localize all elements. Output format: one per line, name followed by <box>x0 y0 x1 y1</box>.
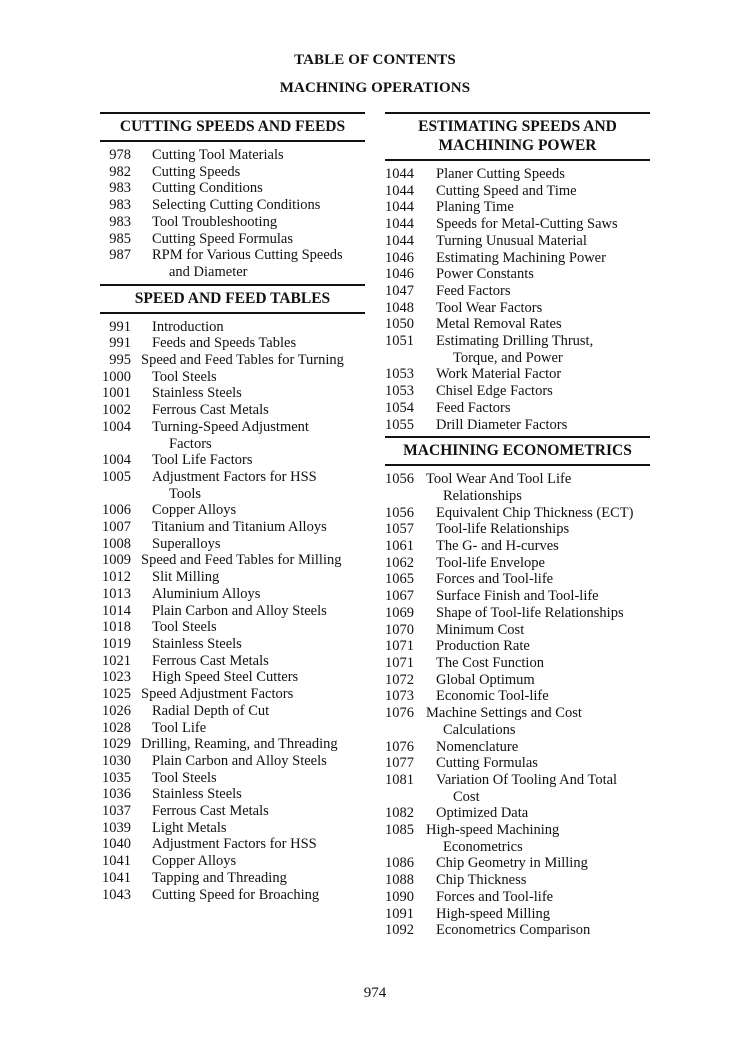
toc-entry-title: Stainless Steels <box>152 635 242 652</box>
toc-entry-title: Machine Settings and Cost <box>426 705 582 722</box>
toc-entry-page: 987 <box>109 247 131 264</box>
toc-entry[interactable] <box>385 805 650 822</box>
toc-entry-page: 1065 <box>385 571 414 588</box>
toc-entry-title: Turning-Speed Adjustment <box>152 418 309 435</box>
toc-entry-title: Slit Milling <box>152 569 220 586</box>
toc-entry-page: 1073 <box>385 688 414 705</box>
toc-entry-title: Cutting Tool Materials <box>152 147 284 163</box>
toc-entry-page: 991 <box>109 335 131 352</box>
toc-entry[interactable] <box>385 283 650 300</box>
toc-entry[interactable] <box>385 655 650 672</box>
toc-entry-title: Tool Steels <box>152 619 217 636</box>
toc-entry-page: 1035 <box>102 769 131 786</box>
toc-entry[interactable] <box>385 822 650 855</box>
toc-entry[interactable] <box>385 333 650 366</box>
toc-entry-page: 1036 <box>102 786 131 803</box>
toc-entry[interactable] <box>100 335 365 352</box>
toc-entry-page: 983 <box>109 213 131 230</box>
toc-entry-title: Speed and Feed Tables for Turning <box>141 352 344 369</box>
toc-entry-title: Plain Carbon and Alloy Steels <box>152 602 327 619</box>
toc-entry[interactable] <box>100 402 365 419</box>
left-column <box>100 112 365 906</box>
toc-entry[interactable] <box>100 887 365 904</box>
toc-entry-page: 1046 <box>385 249 414 266</box>
toc-entry-page: 1030 <box>102 752 131 769</box>
toc-entry[interactable] <box>385 906 650 923</box>
toc-entry[interactable] <box>385 672 650 689</box>
toc-entry-title: Estimating Machining Power <box>436 249 606 266</box>
toc-entry[interactable] <box>385 538 650 555</box>
toc-entry-page: 1046 <box>385 266 414 283</box>
toc-entry[interactable] <box>100 569 365 586</box>
toc-title: TABLE OF CONTENTS <box>294 52 456 68</box>
toc-entry-title: Selecting Cutting Conditions <box>152 197 321 214</box>
toc-entry-title: Aluminium Alloys <box>152 585 261 602</box>
toc-entry-page: 1001 <box>102 385 131 402</box>
toc-entry-title: High Speed Steel Cutters <box>152 669 299 686</box>
toc-entry-title: Drill Diameter Factors <box>436 416 568 433</box>
toc-entry-page: 1019 <box>102 635 131 652</box>
page-number: 974 <box>363 985 387 1001</box>
toc-entry-list <box>385 161 650 436</box>
toc-entry[interactable] <box>100 703 365 720</box>
toc-entry-title: Turning Unusual Material <box>436 232 587 249</box>
toc-entry-page: 1009 <box>102 552 131 569</box>
toc-entry-title: Global Optimum <box>436 671 535 688</box>
toc-entry-page: 1071 <box>385 638 414 655</box>
toc-entry-title: The Cost Function <box>436 654 544 671</box>
toc-entry-title: Speed and Feed Tables for Milling <box>141 552 342 569</box>
toc-entry[interactable] <box>100 319 365 336</box>
toc-entry-title: Economic Tool-life <box>436 688 549 705</box>
toc-entry-page: 1023 <box>102 669 131 686</box>
toc-entry-title: RPM for Various Cutting Speeds <box>152 247 343 264</box>
toc-entry-title: Speeds for Metal-Cutting Saws <box>436 216 618 233</box>
toc-entry[interactable] <box>385 166 650 183</box>
toc-entry[interactable] <box>385 855 650 872</box>
toc-entry[interactable] <box>385 755 650 772</box>
toc-entry-title-continued: Tools <box>169 485 202 502</box>
toc-entry[interactable] <box>100 385 365 402</box>
toc-entry-title: Variation Of Tooling And Total <box>436 771 618 788</box>
toc-entry-title: Feeds and Speeds Tables <box>152 335 297 352</box>
toc-entry[interactable] <box>100 636 365 653</box>
toc-entry-page: 1057 <box>385 521 414 538</box>
toc-entry-title: Ferrous Cast Metals <box>152 803 269 820</box>
toc-entry-title-continued: Calculations <box>443 721 516 738</box>
toc-entry[interactable] <box>100 214 365 231</box>
toc-entry[interactable] <box>385 316 650 333</box>
toc-entry-title-continued: Cost <box>453 788 480 805</box>
toc-entry-title-continued: Factors <box>169 435 212 452</box>
toc-entry[interactable] <box>100 836 365 853</box>
toc-entry[interactable] <box>100 603 365 620</box>
toc-entry-page: 1085 <box>385 822 414 839</box>
toc-entry-page: 1029 <box>102 736 131 753</box>
toc-entry[interactable] <box>385 638 650 655</box>
toc-entry-page: 1053 <box>385 383 414 400</box>
toc-entry[interactable] <box>100 770 365 787</box>
toc-entry-page: 1044 <box>385 216 414 233</box>
toc-entry-title: Feed Factors <box>436 399 511 416</box>
toc-entry[interactable] <box>100 352 365 369</box>
toc-entry-page: 1053 <box>385 366 414 383</box>
toc-entry-title: Tool Steels <box>152 368 217 385</box>
toc-entry-title: Tool Steels <box>152 769 217 786</box>
toc-entry-title: Cutting Speed Formulas <box>152 230 293 247</box>
toc-entry-page: 1004 <box>102 452 131 469</box>
toc-entry-title: Econometrics Comparison <box>436 922 591 939</box>
toc-entry-title: Drilling, Reaming, and Threading <box>141 736 338 753</box>
toc-entry-title: Forces and Tool-life <box>436 888 554 905</box>
toc-entry-page: 1008 <box>102 535 131 552</box>
toc-entry-title: Superalloys <box>152 535 221 552</box>
toc-entry[interactable] <box>385 772 650 805</box>
toc-entry-title: Chip Thickness <box>436 872 527 889</box>
toc-entry-page: 1067 <box>385 588 414 605</box>
toc-entry-title: Cutting Conditions <box>152 180 263 197</box>
toc-entry-title: Nomenclature <box>436 738 519 755</box>
section-heading: MACHINING ECONOMETRICS <box>385 436 650 466</box>
toc-entry[interactable] <box>100 853 365 870</box>
toc-entry[interactable] <box>385 889 650 906</box>
toc-entry-page: 1025 <box>102 686 131 703</box>
toc-entry-page: 1044 <box>385 199 414 216</box>
toc-entry[interactable] <box>100 653 365 670</box>
toc-entry[interactable] <box>100 147 365 164</box>
section-heading: SPEED AND FEED TABLES <box>100 284 365 314</box>
toc-entry-page: 1014 <box>102 602 131 619</box>
toc-entry[interactable] <box>385 688 650 705</box>
toc-entry-title: The G- and H-curves <box>436 538 559 555</box>
toc-entry[interactable] <box>385 471 650 504</box>
toc-entry-page: 1044 <box>385 166 414 182</box>
toc-entry[interactable] <box>385 521 650 538</box>
toc-entry[interactable] <box>100 786 365 803</box>
toc-entry[interactable] <box>100 586 365 603</box>
toc-entry[interactable] <box>385 555 650 572</box>
toc-entry-title: Light Metals <box>152 819 227 836</box>
toc-entry-title: Tool-life Envelope <box>436 554 545 571</box>
toc-entry[interactable] <box>385 250 650 267</box>
toc-entry[interactable] <box>385 571 650 588</box>
toc-entry-page: 1000 <box>102 368 131 385</box>
toc-entry[interactable] <box>100 180 365 197</box>
toc-entry[interactable] <box>100 720 365 737</box>
toc-entry-title: Equivalent Chip Thickness (ECT) <box>436 504 634 521</box>
toc-entry-page: 1056 <box>385 471 414 488</box>
toc-entry-page: 991 <box>109 318 131 335</box>
toc-entry-title: Work Material Factor <box>436 366 562 383</box>
toc-entry[interactable] <box>385 233 650 250</box>
toc-entry-title: Shape of Tool-life Relationships <box>436 604 624 621</box>
section-heading-line: ESTIMATING SPEEDS AND <box>418 118 617 135</box>
toc-entry[interactable] <box>385 400 650 417</box>
toc-entry[interactable] <box>100 619 365 636</box>
toc-entry-title: Tool-life Relationships <box>436 521 570 538</box>
toc-entry[interactable] <box>385 872 650 889</box>
toc-entry-title: Cutting Speed for Broaching <box>152 886 320 903</box>
toc-entry-title: Metal Removal Rates <box>436 316 562 333</box>
toc-entry-title: Tool Wear And Tool Life <box>426 471 572 488</box>
toc-entry-page: 1021 <box>102 652 131 669</box>
toc-entry-title: Speed Adjustment Factors <box>141 686 294 703</box>
toc-entry-title: Stainless Steels <box>152 786 242 803</box>
toc-entry-title: Tool Life <box>152 719 207 736</box>
toc-entry[interactable] <box>385 183 650 200</box>
toc-entry[interactable] <box>385 922 650 939</box>
toc-entry[interactable] <box>100 536 365 553</box>
toc-entry-page: 978 <box>109 147 131 163</box>
toc-entry-title-continued: Relationships <box>443 487 522 504</box>
toc-entry-page: 1061 <box>385 538 414 555</box>
toc-entry-page: 1040 <box>102 836 131 853</box>
toc-entry-title: Optimized Data <box>436 805 529 822</box>
toc-entry-page: 982 <box>109 163 131 180</box>
toc-entry-page: 995 <box>109 352 131 369</box>
toc-entry-page: 1088 <box>385 872 414 889</box>
toc-entry-title: Forces and Tool-life <box>436 571 554 588</box>
section-heading-line: MACHINING POWER <box>438 137 597 154</box>
toc-entry[interactable] <box>385 705 650 738</box>
toc-entry[interactable] <box>385 417 650 434</box>
toc-entry-page: 1082 <box>385 805 414 822</box>
toc-entry-title: Tool Life Factors <box>152 452 253 469</box>
toc-entry-title: Planer Cutting Speeds <box>436 166 565 182</box>
section-heading <box>385 112 650 161</box>
toc-entry-page: 1012 <box>102 569 131 586</box>
toc-entry[interactable] <box>100 502 365 519</box>
toc-entry[interactable] <box>100 452 365 469</box>
toc-entry[interactable] <box>100 519 365 536</box>
toc-entry[interactable] <box>100 164 365 181</box>
toc-entry[interactable] <box>100 803 365 820</box>
toc-entry-page: 1028 <box>102 719 131 736</box>
toc-entry-title: Plain Carbon and Alloy Steels <box>152 752 327 769</box>
toc-entry-title-continued: Torque, and Power <box>453 349 563 366</box>
toc-entry-page: 1043 <box>102 886 131 903</box>
toc-entry-page: 1054 <box>385 399 414 416</box>
toc-entry-title: Titanium and Titanium Alloys <box>152 519 327 536</box>
toc-entry-list <box>100 314 365 907</box>
toc-entry-title: Chip Geometry in Milling <box>436 855 588 872</box>
toc-entry-title: High-speed Machining <box>426 822 560 839</box>
toc-entry-title: Power Constants <box>436 266 534 283</box>
toc-entry-page: 1056 <box>385 504 414 521</box>
toc-entry-page: 1072 <box>385 671 414 688</box>
toc-entry-page: 1041 <box>102 853 131 870</box>
toc-entry-page: 1069 <box>385 604 414 621</box>
toc-entry[interactable] <box>385 588 650 605</box>
toc-entry-page: 983 <box>109 180 131 197</box>
toc-entry[interactable] <box>100 820 365 837</box>
toc-entry-title: Stainless Steels <box>152 385 242 402</box>
toc-entry[interactable] <box>385 605 650 622</box>
toc-entry[interactable] <box>100 552 365 569</box>
toc-entry-page: 1026 <box>102 702 131 719</box>
toc-entry[interactable] <box>100 247 365 280</box>
right-column <box>385 112 650 942</box>
toc-entry[interactable] <box>385 383 650 400</box>
toc-subtitle: MACHNING OPERATIONS <box>279 80 471 96</box>
toc-entry-title: Tapping and Threading <box>152 869 287 886</box>
toc-entry-title: Estimating Drilling Thrust, <box>436 333 594 350</box>
toc-entry-page: 1037 <box>102 803 131 820</box>
toc-entry-list <box>385 466 650 942</box>
toc-entry-page: 1070 <box>385 621 414 638</box>
section-heading: CUTTING SPEEDS AND FEEDS <box>100 112 365 142</box>
toc-entry-title: Introduction <box>152 318 224 335</box>
toc-entry-page: 1018 <box>102 619 131 636</box>
toc-entry[interactable] <box>100 870 365 887</box>
toc-entry-title: Copper Alloys <box>152 853 237 870</box>
toc-entry-page: 983 <box>109 197 131 214</box>
toc-entry-page: 1039 <box>102 819 131 836</box>
toc-entry-page: 1051 <box>385 333 414 350</box>
toc-entry-title: Feed Factors <box>436 282 511 299</box>
toc-entry-page: 1002 <box>102 402 131 419</box>
toc-entry-title: Radial Depth of Cut <box>152 702 270 719</box>
toc-entry[interactable] <box>385 300 650 317</box>
toc-entry-page: 1055 <box>385 416 414 433</box>
toc-entry-list <box>100 142 365 284</box>
toc-entry-title: Tool Wear Factors <box>436 299 543 316</box>
toc-entry-page: 1076 <box>385 705 414 722</box>
toc-entry-title-continued: and Diameter <box>169 263 248 280</box>
toc-entry[interactable] <box>385 199 650 216</box>
toc-entry-title: Ferrous Cast Metals <box>152 652 269 669</box>
toc-entry-title: Tool Troubleshooting <box>152 213 278 230</box>
toc-entry-title: Surface Finish and Tool-life <box>436 588 599 605</box>
toc-entry-page: 1086 <box>385 855 414 872</box>
toc-entry-title: Copper Alloys <box>152 502 237 519</box>
toc-entry-page: 1047 <box>385 282 414 299</box>
toc-entry[interactable] <box>385 216 650 233</box>
toc-entry[interactable] <box>385 622 650 639</box>
toc-entry-title: Ferrous Cast Metals <box>152 402 269 419</box>
toc-entry-title: High-speed Milling <box>436 905 550 922</box>
toc-entry-page: 1004 <box>102 418 131 435</box>
toc-entry-title: Cutting Speeds <box>152 163 241 180</box>
toc-entry[interactable] <box>100 419 365 452</box>
toc-entry[interactable] <box>100 669 365 686</box>
toc-entry[interactable] <box>100 736 365 753</box>
toc-entry-page: 1006 <box>102 502 131 519</box>
toc-entry-page: 1013 <box>102 585 131 602</box>
toc-entry-page: 1090 <box>385 888 414 905</box>
toc-entry[interactable] <box>385 366 650 383</box>
toc-entry-title: Production Rate <box>436 638 530 655</box>
toc-entry-title: Chisel Edge Factors <box>436 383 553 400</box>
toc-entry-page: 1076 <box>385 738 414 755</box>
toc-entry[interactable] <box>100 197 365 214</box>
toc-entry-title: Adjustment Factors for HSS <box>152 836 317 853</box>
toc-entry[interactable] <box>385 266 650 283</box>
toc-entry[interactable] <box>100 469 365 502</box>
toc-entry-page: 1044 <box>385 182 414 199</box>
toc-entry[interactable] <box>100 369 365 386</box>
toc-entry-page: 1044 <box>385 232 414 249</box>
toc-entry[interactable] <box>385 505 650 522</box>
toc-entry-page: 1041 <box>102 869 131 886</box>
toc-entry-page: 1050 <box>385 316 414 333</box>
toc-entry-page: 1007 <box>102 519 131 536</box>
toc-entry-page: 1091 <box>385 905 414 922</box>
toc-entry-page: 1048 <box>385 299 414 316</box>
toc-entry-page: 1062 <box>385 554 414 571</box>
toc-entry-page: 1071 <box>385 654 414 671</box>
toc-entry[interactable] <box>385 739 650 756</box>
toc-entry-page: 985 <box>109 230 131 247</box>
toc-entry[interactable] <box>100 686 365 703</box>
toc-entry-page: 1005 <box>102 468 131 485</box>
toc-entry[interactable] <box>100 231 365 248</box>
toc-entry-title: Cutting Formulas <box>436 755 538 772</box>
toc-entry-title: Minimum Cost <box>436 621 525 638</box>
toc-entry-title: Planing Time <box>436 199 514 216</box>
toc-entry-title: Cutting Speed and Time <box>436 182 577 199</box>
toc-entry-title-continued: Econometrics <box>443 838 523 855</box>
toc-entry[interactable] <box>100 753 365 770</box>
toc-entry-title: Adjustment Factors for HSS <box>152 468 317 485</box>
toc-entry-page: 1077 <box>385 755 414 772</box>
toc-entry-page: 1092 <box>385 922 414 939</box>
toc-entry-page: 1081 <box>385 771 414 788</box>
